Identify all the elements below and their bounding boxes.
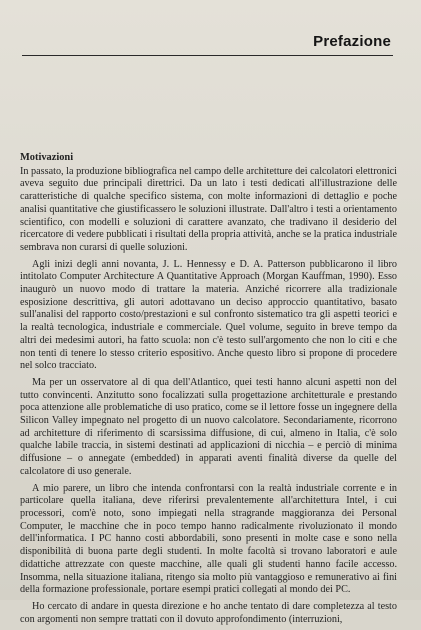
- paragraph: A mio parere, un libro che intenda confrontarsi con la realtà industriale corrente e in particolare quella italiana, deve riferirsi prevalentemente all'architettura Intel, i cui processori, com'è noto, sono impiegati nella stragrande maggioranza dei Personal Computer, le macchine che in poco tempo hanno radicalmente rivoluzionato il mondo dell'informatica. I PC hanno costi abbordabili, sono presenti in molte case e sono nella disponibilità di buona parte degli studenti. In molte facoltà si trovano laboratori e aule didattiche attrezzate con queste macchine, alle quali gli studenti hanno facile accesso. Insomma, nella situazione italiana, ritengo sia molto più vantaggioso e remunerativo ai fini della formazione professionale, portare esempi pratici collegati al mondo dei PC.: [20, 482, 397, 596]
- paragraph: Agli inizi degli anni novanta, J. L. Hennessy e D. A. Patterson pubblicarono il libro intitolato Computer Architecture A Quantitative Approach (Morgan Kauffman, 1990). Esso inaugurò un nuovo modo di trattare la materia. Anziché ricorrere alla tradizionale esposizione descrittiva, gli autori adottavano un deciso approccio quantitativo, basato sull'analisi del rapporto costo/prestazioni e sul confronto sistematico tra gli aspetti teorici e la realtà tecnologica, industriale e commerciale. Quel volume, seguito in breve tempo da altri dei medesimi autori, ha fatto scuola: non c'è testo sull'argomento che non lo citi e che non tenti di tenere lo stesso criterio espositivo. Anche questo libro si propone di procedere nel solco tracciato.: [20, 258, 397, 372]
- paragraph: Ma per un osservatore al di qua dell'Atlantico, quei testi hanno alcuni aspetti non del tutto convincenti. Anzitutto sono focalizzati sulla progettazione architetturale e prestando poca attenzione alle problematiche di uso pratico, come se il lettore fosse un ingegnere della Silicon Valley impegnato nel progetto di un nuovo calcolatore. Secondariamente, ricorrono ad architetture di riferimento di scarsissima diffusione, di cui, almeno in Italia, c'è solo qualche labile traccia, in sistemi destinati ad applicazioni di nicchia – e perciò di minima diffusione – o annegate (embedded) in apparati aventi finalità diverse da quelle del calcolatore di uso generale.: [20, 376, 397, 477]
- title-rule: [22, 55, 393, 56]
- page-body: [20, 152, 397, 630]
- chapter-title: Prefazione: [313, 33, 391, 50]
- section-heading: Motivazioni: [20, 152, 74, 163]
- paragraph: Ho cercato di andare in questa direzione e ho anche tentato di dare completezza al testo con argomenti non sempre trattati con il dovuto approfondimento (interruzioni,: [20, 600, 397, 625]
- paragraph: In passato, la produzione bibliografica nel campo delle architetture dei calcolatori elettronici aveva seguito due principali direttrici. Da un lato i testi dedicati all'illustrazione delle caratteristiche di qualche specifico sistema, con molte informazioni di dettaglio e poche analisi quantitative che giustificassero le soluzioni illustrate. Dall'altro i testi a orientamento scientifico, con modelli e soluzioni di carattere avanzato, che tradivano il desiderio del ricercatore di vedere pubblicati i risultati della propria attività, anche se la pratica industriale sembrava non curarsi di quelle soluzioni.: [20, 165, 397, 253]
